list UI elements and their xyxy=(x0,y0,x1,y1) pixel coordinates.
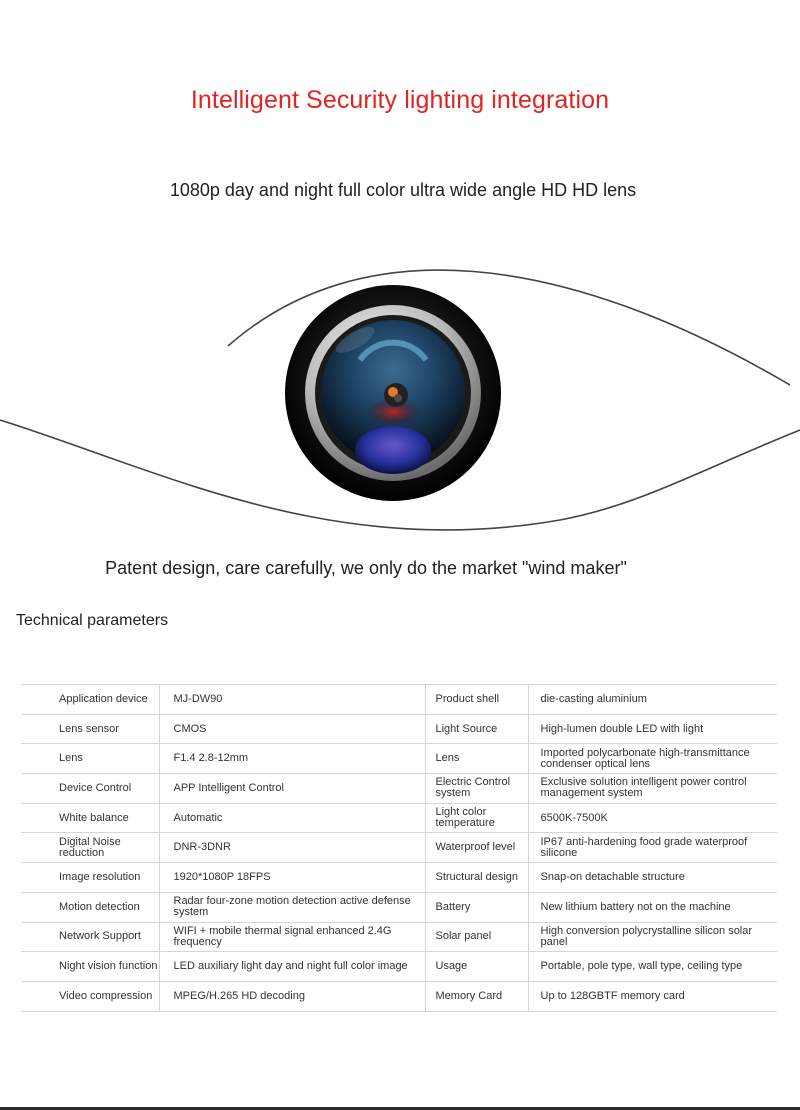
param-value: Imported polycarbonate high-transmittance condenser optical lens xyxy=(528,744,777,774)
technical-parameters-table xyxy=(21,684,777,1012)
table-row xyxy=(21,685,777,715)
param-value: die-casting aluminium xyxy=(528,685,777,715)
table-row xyxy=(21,714,777,744)
param-label: Lens sensor xyxy=(21,714,159,744)
param-value: F1.4 2.8-12mm xyxy=(159,744,425,774)
param-value: APP Intelligent Control xyxy=(159,774,425,804)
param-value: 1920*1080P 18FPS xyxy=(159,863,425,893)
param-value: MPEG/H.265 HD decoding xyxy=(159,981,425,1011)
param-label: Application device xyxy=(21,685,159,715)
param-label: Motion detection xyxy=(21,892,159,922)
param-label: Image resolution xyxy=(21,863,159,893)
param-label: Usage xyxy=(425,952,528,982)
param-value: MJ-DW90 xyxy=(159,685,425,715)
param-label: Network Support xyxy=(21,922,159,952)
param-label: Lens xyxy=(425,744,528,774)
page-title: Intelligent Security lighting integration xyxy=(190,86,610,114)
table-row xyxy=(21,744,777,774)
param-value: Snap-on detachable structure xyxy=(528,863,777,893)
param-value: DNR-3DNR xyxy=(159,833,425,863)
param-label: Light color temperature xyxy=(425,803,528,833)
param-label: Device Control xyxy=(21,774,159,804)
param-value: High conversion polycrystalline silicon solar panel xyxy=(528,922,777,952)
camera-lens-illustration xyxy=(0,255,800,545)
section-title: Technical parameters xyxy=(16,612,169,629)
param-value: Up to 128GBTF memory card xyxy=(528,981,777,1011)
param-value: LED auxiliary light day and night full color image xyxy=(159,952,425,982)
table-row xyxy=(21,981,777,1011)
param-label: Night vision function xyxy=(21,952,159,982)
param-value: Exclusive solution intelligent power control management system xyxy=(528,774,777,804)
param-label: Battery xyxy=(425,892,528,922)
param-label: Structural design xyxy=(425,863,528,893)
param-label: White balance xyxy=(21,803,159,833)
table-row xyxy=(21,774,777,804)
param-label: Waterproof level xyxy=(425,833,528,863)
param-value: Portable, pole type, wall type, ceiling type xyxy=(528,952,777,982)
table-row xyxy=(21,892,777,922)
param-value: New lithium battery not on the machine xyxy=(528,892,777,922)
table-row xyxy=(21,922,777,952)
param-value: Radar four-zone motion detection active defense system xyxy=(159,892,425,922)
param-value: Automatic xyxy=(159,803,425,833)
table-row xyxy=(21,803,777,833)
param-label: Electric Control system xyxy=(425,774,528,804)
page-subtitle: 1080p day and night full color ultra wide angle HD HD lens xyxy=(169,180,637,200)
param-value: High-lumen double LED with light xyxy=(528,714,777,744)
param-label: Video compression xyxy=(21,981,159,1011)
param-label: Memory Card xyxy=(425,981,528,1011)
param-label: Light Source xyxy=(425,714,528,744)
param-label: Product shell xyxy=(425,685,528,715)
param-label: Digital Noise reduction xyxy=(21,833,159,863)
table-row xyxy=(21,952,777,982)
param-value: IP67 anti-hardening food grade waterproof silicone xyxy=(528,833,777,863)
param-value: CMOS xyxy=(159,714,425,744)
param-value: 6500K-7500K xyxy=(528,803,777,833)
param-label: Solar panel xyxy=(425,922,528,952)
table-row xyxy=(21,863,777,893)
tagline: Patent design, care carefully, we only do the market "wind maker" xyxy=(105,558,627,578)
param-value: WIFI + mobile thermal signal enhanced 2.4G frequency xyxy=(159,922,425,952)
table-row xyxy=(21,833,777,863)
param-label: Lens xyxy=(21,744,159,774)
